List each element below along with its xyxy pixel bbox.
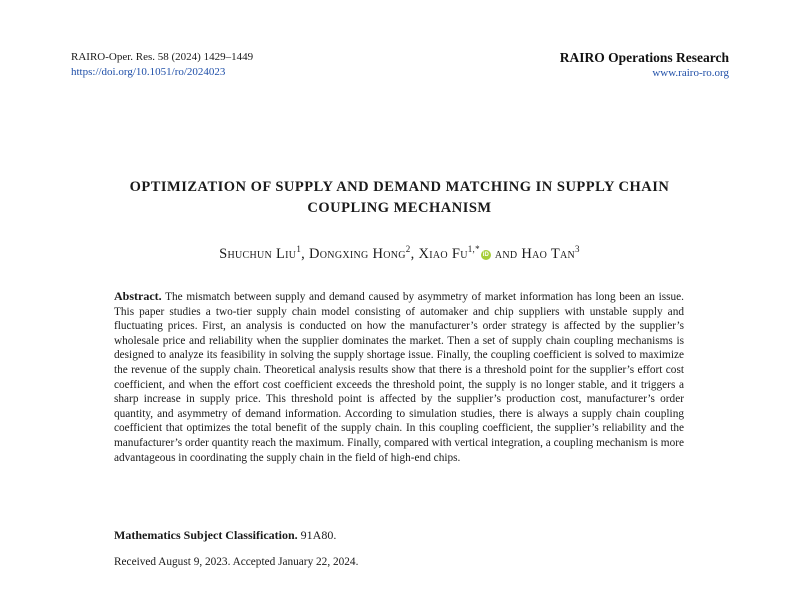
- msc-value: 91A80.: [300, 528, 337, 542]
- abstract: [114, 289, 684, 465]
- header-journal-block: [560, 50, 729, 81]
- orcid-icon[interactable]: iD: [482, 252, 490, 258]
- author-name: Shuchun Liu: [219, 246, 297, 262]
- abstract-text: The mismatch between supply and demand caused by asymmetry of market information has long been an issue. This paper studies a two-tier supply chain model consisting of automaker and chip suppliers with unstable supply and fluctuating prices. First, an analysis is conducted on how the manufacturer’s order strategy is affected by the supplier’s wholesale price and reliability when the supplier dominates the market. Then a set of supply chain coupling mechanisms is designed to analyze its feasibility in solving the supply shortage issue. Finally, the coupling coefficient is solved to maximize the revenue of the supply chain. Theoretical analysis results show that there is a threshold point for the supplier’s effort cost coefficient, and when the effort cost coefficient exceeds the threshold point, the supply is no longer stable, and it triggers a sharp increase in supply price. This threshold point is affected by the supplier’s production cost, manufacturer’s order quantity, and asymmetry of demand information. According to simulation studies, there is always a supply chain coupling coefficient that optimizes the total benefit of the supply chain. In this coupling coefficient, the supplier’s reliability and the manufacturer’s order quantity reach the maximum. Finally, compared with vertical integration, a coupling mechanism is more advantageous in coordinating the supply chain in the field of high-end chips.: [114, 291, 684, 464]
- header-citation-block: [71, 50, 253, 80]
- author-affiliation: 1,*: [467, 244, 480, 254]
- author-affiliation: 3: [575, 244, 580, 254]
- paper-title: [60, 177, 739, 219]
- author-separator: ,: [410, 246, 415, 262]
- author-affiliation: 2: [405, 244, 411, 254]
- msc-label: Mathematics Subject Classification.: [114, 528, 298, 542]
- received-accepted-dates: Received August 9, 2023. Accepted January 22, 2024.: [114, 556, 359, 568]
- author-conjunction: and: [494, 246, 518, 262]
- abstract-label: Abstract.: [114, 289, 162, 303]
- subject-classification: [114, 527, 336, 543]
- author-separator: ,: [301, 246, 306, 262]
- author-list: [60, 244, 739, 264]
- journal-name: RAIRO Operations Research: [559, 50, 729, 65]
- paper-title-line-1: OPTIMIZATION OF SUPPLY AND DEMAND MATCHING IN SUPPLY CHAIN: [129, 179, 670, 195]
- author-name: Xiao Fu: [418, 246, 468, 262]
- doi-link[interactable]: https://doi.org/10.1051/ro/2024023: [71, 66, 226, 78]
- author-name: Hao Tan: [521, 246, 576, 262]
- author-name: Dongxing Hong: [309, 246, 406, 262]
- paper-title-line-2: COUPLING MECHANISM: [307, 200, 492, 216]
- journal-website-link[interactable]: www.rairo-ro.org: [652, 67, 729, 79]
- author-affiliation: 1: [296, 244, 302, 254]
- journal-citation: RAIRO-Oper. Res. 58 (2024) 1429–1449: [71, 51, 254, 63]
